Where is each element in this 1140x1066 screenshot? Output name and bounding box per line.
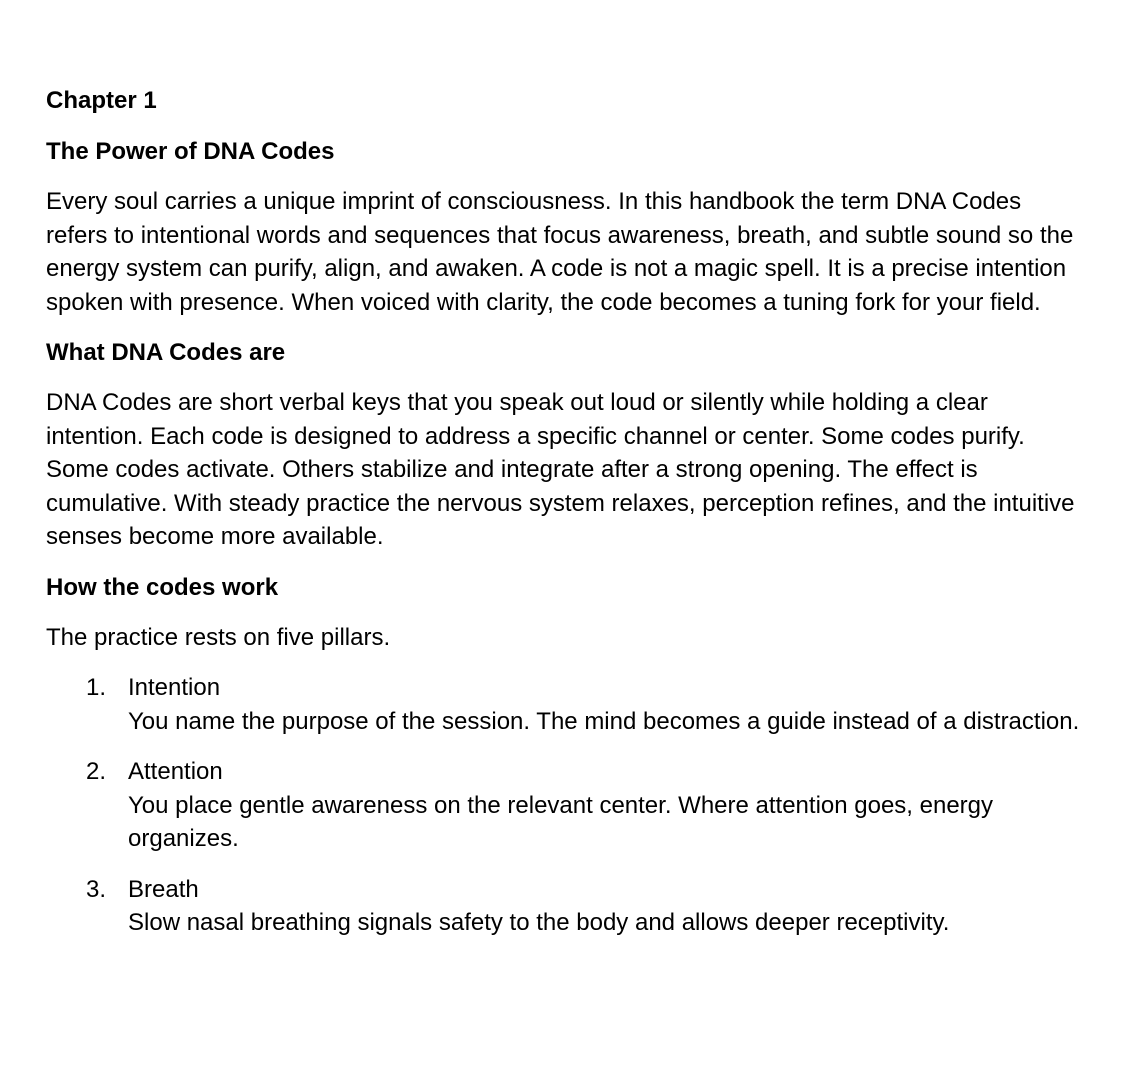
- list-item: [46, 873, 1080, 940]
- section-heading-what: What DNA Codes are: [46, 339, 286, 366]
- list-item-title: Intention: [128, 674, 221, 701]
- list-item-description: You place gentle awareness on the relevant center. Where attention goes, energy organizes.: [128, 791, 994, 852]
- section-paragraph-how: The practice rests on five pillars.: [46, 623, 391, 651]
- intro-paragraph: Every soul carries a unique imprint of consciousness. In this handbook the term DNA Codes refers to intentional words and sequences that focus awareness, breath, and subtle sound so the energy system can purify, align, and awaken. A code is not a magic spell. It is a precise intention spoken with presence. When voiced with clarity, the code becomes a tuning fork for your field.: [46, 188, 1074, 316]
- list-item-title: Attention: [128, 758, 223, 785]
- chapter-label: Chapter 1: [46, 87, 157, 114]
- list-item: [46, 671, 1080, 738]
- list-item-title: Breath: [128, 875, 199, 903]
- list-item-description: You name the purpose of the session. The mind becomes a guide instead of a distraction.: [128, 707, 1080, 735]
- section-heading-how: How the codes work: [46, 573, 279, 601]
- list-item-number: 3.: [86, 875, 107, 903]
- list-item: [46, 755, 1080, 856]
- list-item-number: 2.: [86, 758, 107, 785]
- list-item-number: 1.: [86, 674, 107, 701]
- list-item-description: Slow nasal breathing signals safety to the body and allows deeper receptivity.: [128, 909, 950, 936]
- chapter-title: The Power of DNA Codes: [46, 138, 335, 165]
- section-paragraph-what: DNA Codes are short verbal keys that you speak out loud or silently while holding a clear intention. Each code is designed to address a specific channel or center. Some codes purify. Some codes activate. Others stabilize and integrate after a strong opening. The effect is cumulative. With steady practice the nervous system relaxes, perception refines, and the intuitive senses become more available.: [46, 389, 1075, 550]
- pillars-list: [46, 671, 1080, 940]
